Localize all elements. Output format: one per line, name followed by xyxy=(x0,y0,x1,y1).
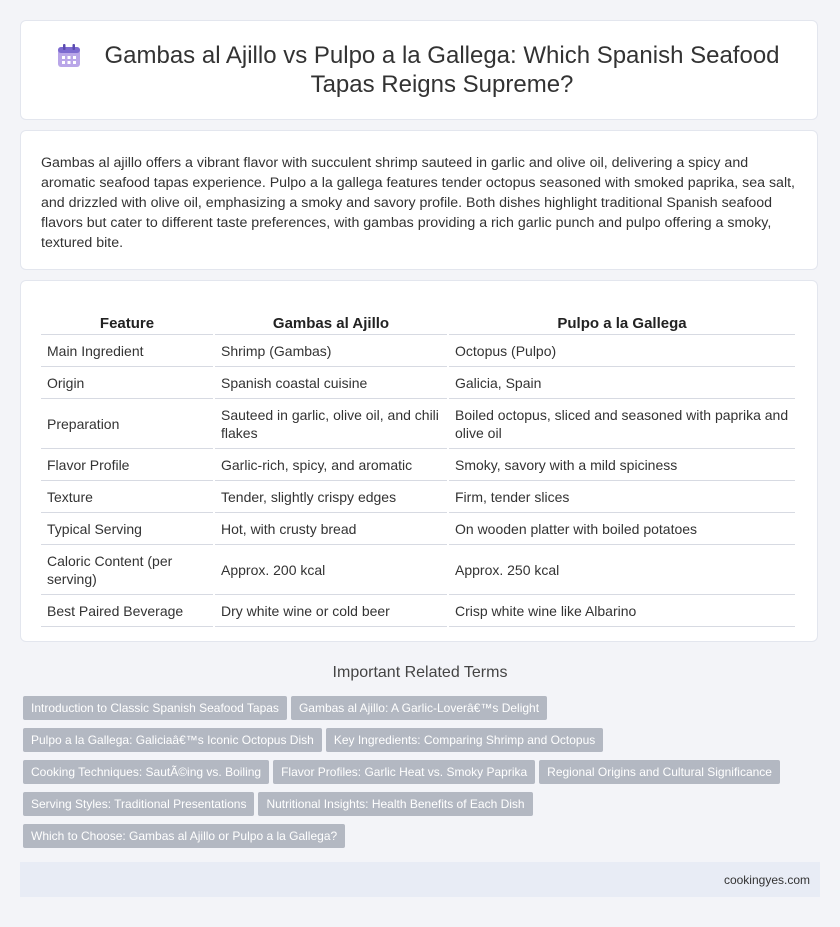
table-cell: Caloric Content (per serving) xyxy=(41,545,213,595)
table-cell: Tender, slightly crispy edges xyxy=(215,481,447,513)
footer-site[interactable]: cookingyes.com xyxy=(723,872,810,887)
related-terms-title: Important Related Terms xyxy=(332,664,508,681)
table-cell: Shrimp (Gambas) xyxy=(215,335,447,367)
table-row xyxy=(41,335,795,367)
page-title: Gambas al Ajillo vs Pulpo a la Gallega: Which Spanish Seafood Tapas Reigns Supreme? xyxy=(104,42,780,98)
table-row xyxy=(41,545,795,595)
related-tag[interactable]: Flavor Profiles: Garlic Heat vs. Smoky Paprika xyxy=(273,760,535,784)
calendar-icon xyxy=(56,43,82,69)
table-header-row xyxy=(41,309,795,335)
comparison-table xyxy=(39,309,797,627)
comparison-card xyxy=(20,280,818,642)
column-header: Pulpo a la Gallega xyxy=(449,309,795,335)
table-cell: Typical Serving xyxy=(41,513,213,545)
table-cell: Flavor Profile xyxy=(41,449,213,481)
intro-card xyxy=(20,130,818,270)
table-row xyxy=(41,481,795,513)
related-tag[interactable]: Gambas al Ajillo: A Garlic-Loverâ€™s Delight xyxy=(291,696,547,720)
table-cell: Sauteed in garlic, olive oil, and chili flakes xyxy=(215,399,447,449)
column-header: Feature xyxy=(41,309,213,335)
table-cell: Crisp white wine like Albarino xyxy=(449,595,795,627)
title-wrap xyxy=(56,41,782,99)
related-tag[interactable]: Key Ingredients: Comparing Shrimp and Octopus xyxy=(326,728,603,752)
table-cell: Hot, with crusty bread xyxy=(215,513,447,545)
table-cell: Spanish coastal cuisine xyxy=(215,367,447,399)
table-cell: Approx. 250 kcal xyxy=(449,545,795,595)
related-tag[interactable]: Introduction to Classic Spanish Seafood Tapas xyxy=(23,696,287,720)
table-row xyxy=(41,367,795,399)
table-cell: Best Paired Beverage xyxy=(41,595,213,627)
related-tags xyxy=(23,696,823,856)
table-cell: Galicia, Spain xyxy=(449,367,795,399)
related-tag[interactable]: Regional Origins and Cultural Significance xyxy=(539,760,780,784)
table-cell: Main Ingredient xyxy=(41,335,213,367)
intro-text: Gambas al ajillo offers a vibrant flavor with succulent shrimp sauteed in garlic and olive oil, delivering a spicy and aromatic seafood tapas experience. Pulpo a la gallega features tender octopus seasoned with smoked paprika, sea salt, and drizzled with olive oil, emphasizing a smoky and savory profile. Both dishes highlight traditional Spanish seafood flavors but cater to different taste preferences, with gambas providing a rich garlic punch and pulpo offering a smoky, textured bite. xyxy=(41,155,795,251)
table-cell: Preparation xyxy=(41,399,213,449)
table-row xyxy=(41,449,795,481)
table-cell: Boiled octopus, sliced and seasoned with paprika and olive oil xyxy=(449,399,795,449)
table-cell: Smoky, savory with a mild spiciness xyxy=(449,449,795,481)
related-tag[interactable]: Cooking Techniques: SautÃ©ing vs. Boiling xyxy=(23,760,269,784)
footer xyxy=(20,862,820,897)
related-tag[interactable]: Serving Styles: Traditional Presentations xyxy=(23,792,254,816)
table-cell: Garlic-rich, spicy, and aromatic xyxy=(215,449,447,481)
related-tag[interactable]: Nutritional Insights: Health Benefits of Each Dish xyxy=(258,792,532,816)
table-cell: Dry white wine or cold beer xyxy=(215,595,447,627)
table-cell: Firm, tender slices xyxy=(449,481,795,513)
column-header: Gambas al Ajillo xyxy=(215,309,447,335)
table-cell: Texture xyxy=(41,481,213,513)
related-tag[interactable]: Pulpo a la Gallega: Galiciaâ€™s Iconic Octopus Dish xyxy=(23,728,322,752)
table-cell: Approx. 200 kcal xyxy=(215,545,447,595)
table-cell: Octopus (Pulpo) xyxy=(449,335,795,367)
table-row xyxy=(41,595,795,627)
related-tag[interactable]: Which to Choose: Gambas al Ajillo or Pulpo a la Gallega? xyxy=(23,824,345,848)
table-row xyxy=(41,513,795,545)
table-cell: Origin xyxy=(41,367,213,399)
header-card xyxy=(20,20,818,120)
table-cell: On wooden platter with boiled potatoes xyxy=(449,513,795,545)
table-row xyxy=(41,399,795,449)
